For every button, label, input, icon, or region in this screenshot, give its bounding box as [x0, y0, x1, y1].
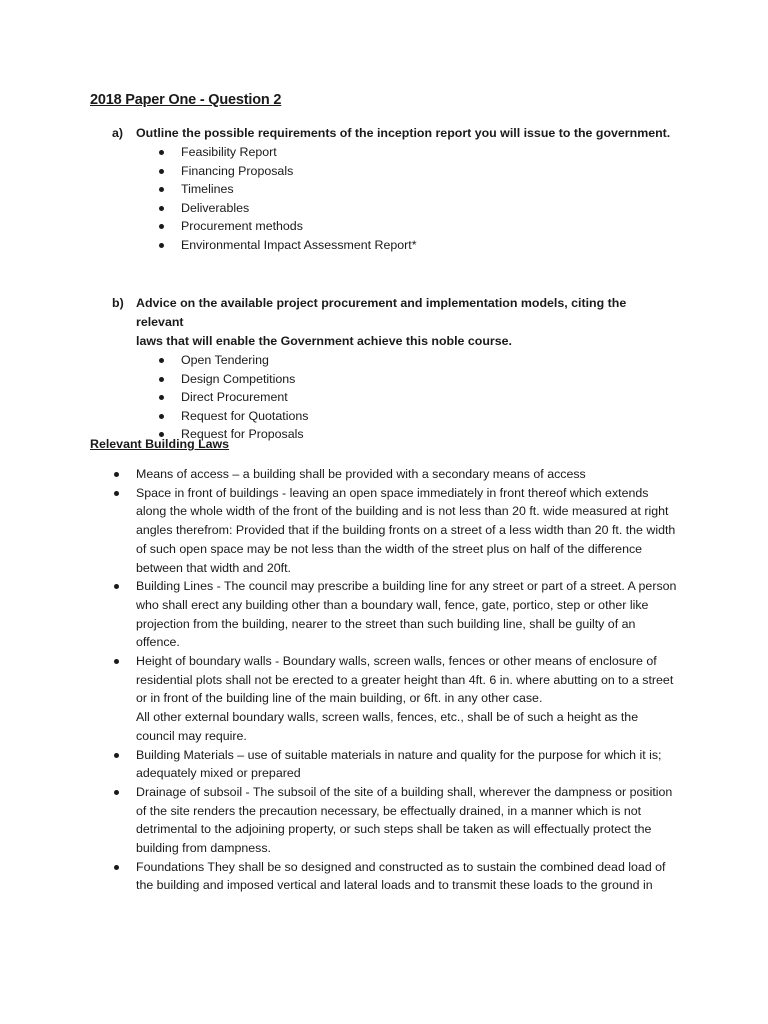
list-item: Means of access – a building shall be provided with a secondary means of access [112, 465, 677, 484]
bullet-icon [114, 584, 119, 589]
bullet-icon [159, 150, 164, 155]
list-item: Open Tendering [112, 351, 672, 370]
bullet-icon [114, 865, 119, 870]
bullet-icon [159, 187, 164, 192]
question-a-label: a) [112, 126, 124, 140]
list-item: Procurement methods [112, 217, 672, 236]
list-item: Request for Proposals [112, 425, 672, 444]
bullet-icon [159, 395, 164, 400]
boundary-walls-note: All other external boundary walls, screen walls, fences, etc., shall be of such a height as the council may require. [136, 710, 639, 743]
bullet-icon [159, 358, 164, 363]
list-item: Direct Procurement [112, 388, 672, 407]
bullet-icon [159, 243, 164, 248]
list-item: Drainage of subsoil - The subsoil of the site of a building shall, wherever the dampness or position of the site renders the precaution necessary, be effectually drained, in a manner which is not detrimental to the adjoining property, or such steps shall be taken as will effectually protect the building from dampness. [112, 783, 677, 858]
building-laws [112, 465, 677, 895]
question-b [112, 294, 672, 444]
list-item: Foundations They shall be so designed and constructed as to sustain the combined dead load of the building and imposed vertical and lateral loads and to transmit these loads to the ground in [112, 858, 677, 895]
question-a [112, 124, 672, 255]
list-item: Building Materials – use of suitable materials in nature and quality for the purpose for which it is; adequately mixed or prepared [112, 746, 677, 783]
question-b-list [112, 351, 672, 444]
section-heading: Relevant Building Laws [90, 437, 230, 451]
bullet-icon [114, 491, 119, 496]
building-laws-list [112, 465, 677, 895]
bullet-icon [159, 414, 164, 419]
list-item: Feasibility Report [112, 143, 672, 162]
bullet-icon [114, 659, 119, 664]
bullet-icon [159, 224, 164, 229]
question-a-list [112, 143, 672, 255]
question-a-text: Outline the possible requirements of the inception report you will issue to the government. [136, 126, 671, 140]
list-item: Timelines [112, 180, 672, 199]
list-item: Height of boundary walls - Boundary walls, screen walls, fences or other means of enclosure of residential plots shall not be erected to a greater height than 4ft. 6 in. where abutting on to a street or in front of the building line of the main building, or 6ft. in any other case. All other external boundary walls, screen walls, fences, etc., shall be of such a height as the council may require. [112, 652, 677, 746]
list-item: Environmental Impact Assessment Report* [112, 236, 672, 255]
question-b-text-line1: Advice on the available project procurement and implementation models, citing the relevant [136, 296, 627, 329]
list-item: Request for Quotations [112, 407, 672, 426]
bullet-icon [159, 206, 164, 211]
list-item: Financing Proposals [112, 162, 672, 181]
bullet-icon [159, 169, 164, 174]
bullet-icon [159, 377, 164, 382]
question-b-text-line2: laws that will enable the Government achieve this noble course. [136, 334, 512, 348]
question-b-label: b) [112, 296, 124, 310]
document-title: 2018 Paper One - Question 2 [90, 92, 282, 108]
bullet-icon [114, 753, 119, 758]
bullet-icon [114, 790, 119, 795]
bullet-icon [114, 472, 119, 477]
list-item: Building Lines - The council may prescribe a building line for any street or part of a street. A person who shall erect any building other than a boundary wall, fence, gate, portico, step or other like projection from the building, nearer to the street than such building line, shall be guilty of an offence. [112, 577, 677, 652]
list-item: Space in front of buildings - leaving an open space immediately in front thereof which extends along the whole width of the front of the building and is not less than 20 ft. wide measured at right angles therefrom: Provided that if the building fronts on a street of a less width than 20 ft. the width of such open space may be not less than the width of the street plus on half of the difference between that width and 20ft. [112, 484, 677, 578]
list-item: Design Competitions [112, 370, 672, 389]
list-item: Deliverables [112, 199, 672, 218]
